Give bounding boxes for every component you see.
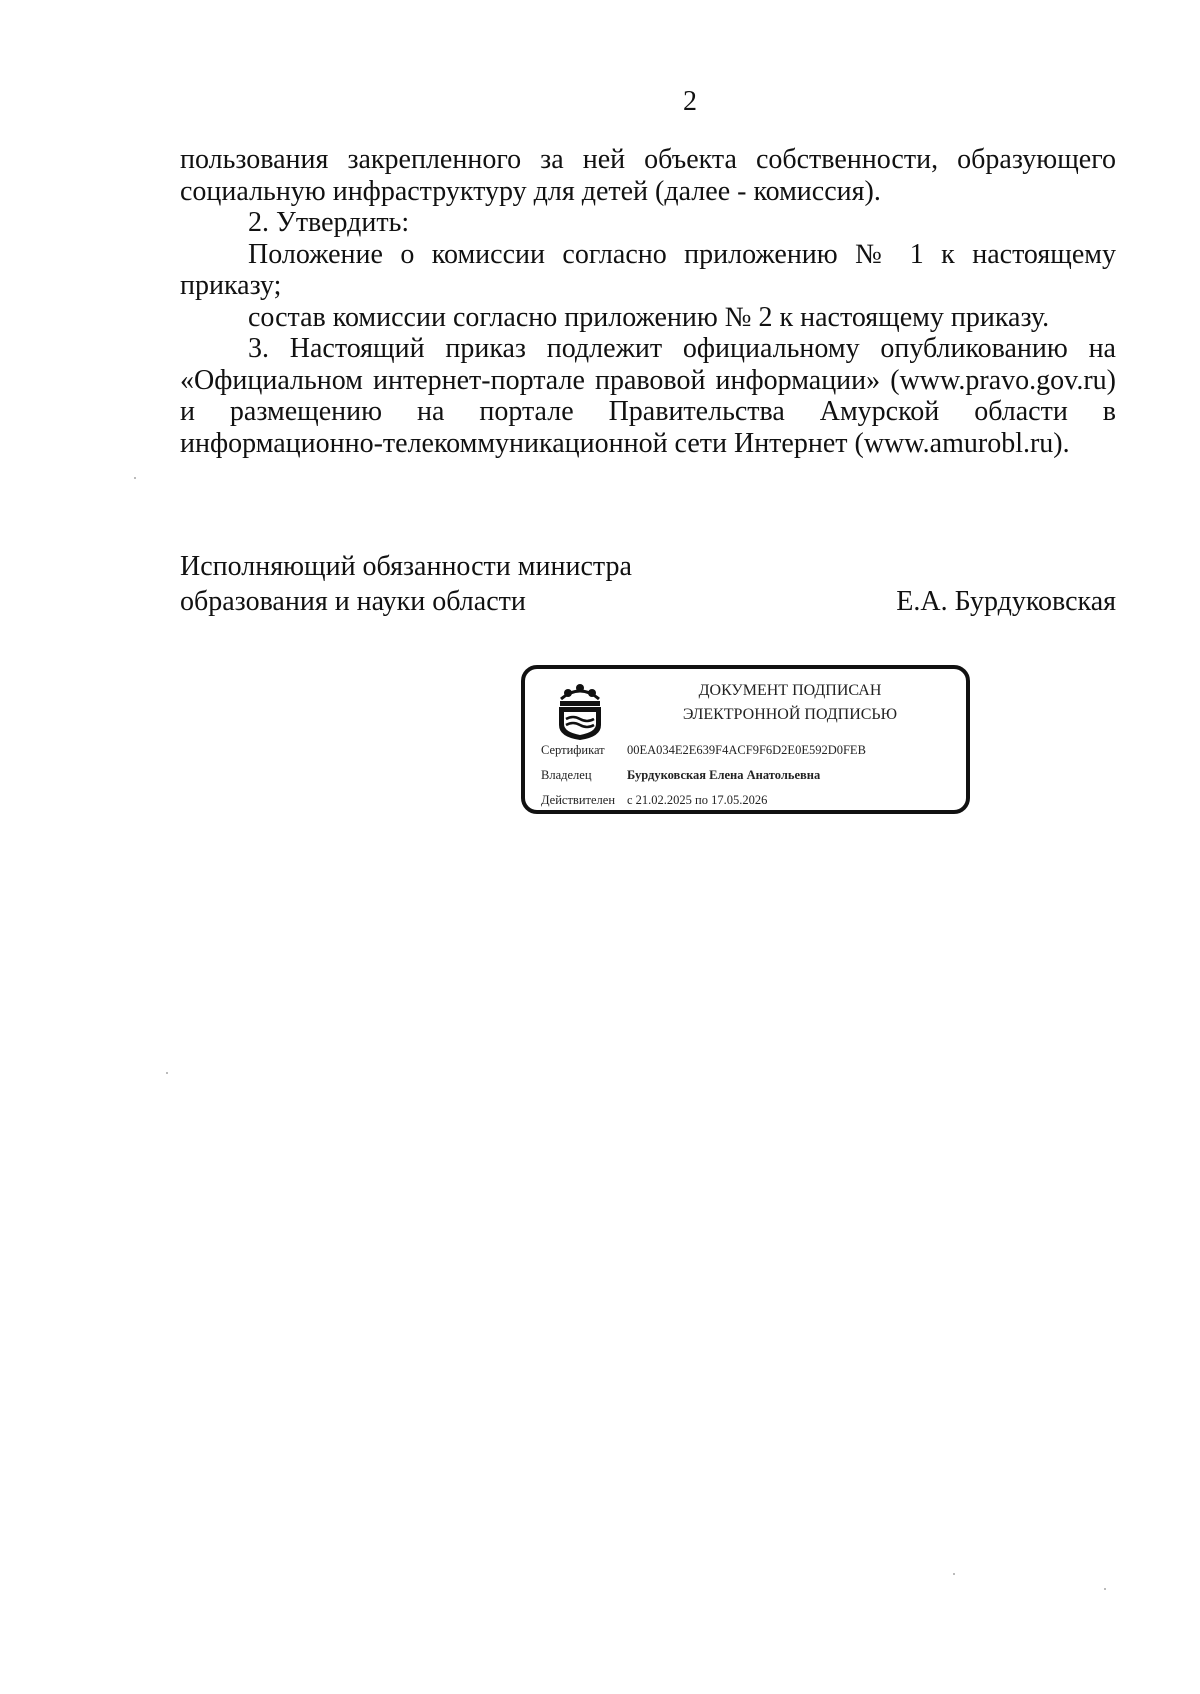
stamp-title <box>625 679 955 727</box>
validity-value: с 21.02.2025 по 17.05.2026 <box>627 793 768 807</box>
stamp-title-line2: ЭЛЕКТРОННОЙ ПОДПИСЬЮ <box>682 706 898 723</box>
paragraph-regulation: Положение о комиссии согласно приложению № 1 к настоящему приказу; <box>180 238 1116 301</box>
stamp-certificate-row <box>541 743 866 758</box>
scan-speck <box>166 1072 168 1074</box>
signatory-name: Е.А. Бурдуковская <box>896 586 1116 617</box>
order-body <box>180 144 1116 459</box>
paragraph-approve: 2. Утвердить: <box>248 207 410 238</box>
stamp-owner-row <box>541 768 820 783</box>
signatory-position <box>180 549 632 619</box>
electronic-signature-stamp <box>521 665 970 814</box>
certificate-value: 00EA034E2E639F4ACF9F6D2E0E592D0FEB <box>627 743 866 757</box>
scan-speck <box>134 477 136 479</box>
signatory-position-line1: Исполняющий обязанности министра <box>180 551 632 582</box>
paragraph-publication: 3. Настоящий приказ подлежит официальному опубликованию на «Официальном интернет-портале правовой информации» (www.pravo.gov.ru) и размещению на портале Правительства Амурской области в информационно-телекоммуникационной сети Интернет (www.amurobl.ru). <box>180 333 1116 459</box>
stamp-validity-row <box>541 793 767 808</box>
owner-label: Владелец <box>541 768 592 782</box>
scan-speck <box>953 1573 955 1575</box>
validity-label: Действителен <box>541 793 616 807</box>
paragraph-commission-definition: пользования закрепленного за ней объекта собственности, образующего социальную инфраструктуру для детей (далее - комиссия). <box>180 144 1116 207</box>
certificate-label: Сертификат <box>541 743 605 757</box>
scan-speck <box>1104 1588 1106 1590</box>
amur-region-coat-of-arms-icon <box>553 679 607 741</box>
signatory-position-line2: образования и науки области <box>180 586 526 617</box>
owner-value: Бурдуковская Елена Анатольевна <box>627 768 821 782</box>
stamp-title-line1: ДОКУМЕНТ ПОДПИСАН <box>698 682 882 699</box>
paragraph-composition: состав комиссии согласно приложению № 2 к настоящему приказу. <box>248 301 1050 333</box>
page-number: 2 <box>683 86 697 117</box>
